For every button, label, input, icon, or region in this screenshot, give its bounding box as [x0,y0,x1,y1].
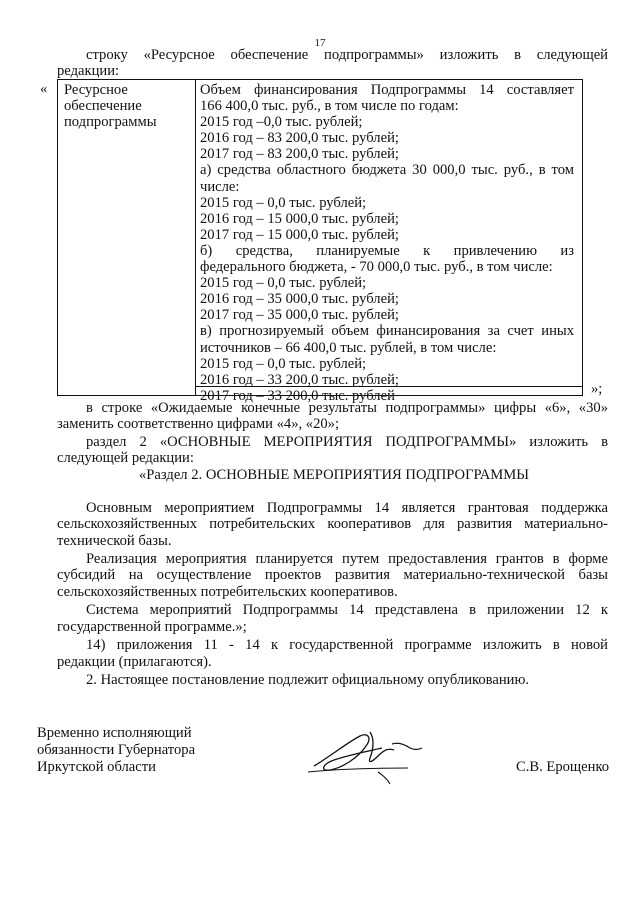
content-line: источников – 66 400,0 тыс. рублей, в том числе: [200,339,497,356]
handwritten-signature [308,728,428,786]
para-6-line-1: 14) приложения 11 - 14 к государственной программе изложить в новой [86,637,608,653]
para-3-line-3: технической базы. [57,533,172,549]
content-line: а) средства областного бюджета 30 000,0 тыс. руб., в том [200,162,574,179]
para-1-line-1: в строке «Ожидаемые конечные результаты подпрограммы» цифры «6», «30» [86,400,608,416]
content-line: 2017 год – 33 200,0 тыс. рублей [200,387,395,404]
para-4-line-1: Реализация мероприятия планируется путем предоставления грантов в форме [86,551,608,567]
signatory-name: С.В. Ерощенко [516,759,610,775]
content-line: числе: [200,178,240,195]
para-3-line-2: сельскохозяйственных потребительских кооперативов для развития материально- [57,516,608,532]
para-4-line-3: сельскохозяйственных потребительских кооперативов. [57,584,398,600]
section-heading: «Раздел 2. ОСНОВНЫЕ МЕРОПРИЯТИЯ ПОДПРОГРАММЫ [139,467,529,483]
para-4-line-2: субсидий на осуществление проектов развития материально-технической базы [57,567,608,583]
para-2-line-2: следующей редакции: [57,450,194,466]
content-line: 2015 год – 0,0 тыс. рублей; [200,355,367,372]
content-line: 2016 год – 83 200,0 тыс. рублей; [200,130,399,147]
content-line: 2015 год – 0,0 тыс. рублей; [200,275,367,292]
para-7: 2. Настоящее постановление подлежит официальному опубликованию. [86,672,530,688]
content-line: 2016 год – 33 200,0 тыс. рублей; [200,371,399,388]
table-label-cell [64,82,157,130]
intro-line-1: строку «Ресурсное обеспечение подпрограммы» изложить в следующей [86,47,608,63]
content-line: 2015 год – 0,0 тыс. рублей; [200,194,367,211]
content-line: 2017 год – 15 000,0 тыс. рублей; [200,226,399,243]
para-5-line-2: государственной программе.»; [57,619,247,635]
content-line: Объем финансирования Подпрограммы 14 составляет [200,82,574,98]
content-line: б) средства, планируемые к привлечению из [200,242,574,259]
content-line: федерального бюджета, - 70 000,0 тыс. руб., в том числе: [200,259,553,276]
content-line: 2016 год – 15 000,0 тыс. рублей; [200,210,399,227]
content-line: 166 400,0 тыс. руб., в том числе по годам: [200,98,459,115]
para-2-line-1: раздел 2 «ОСНОВНЫЕ МЕРОПРИЯТИЯ ПОДПРОГРАММЫ» изложить в [86,434,608,450]
label-line: обеспечение [64,98,142,114]
content-line: в) прогнозируемый объем финансирования за счет иных [200,323,574,340]
content-line: 2017 год – 83 200,0 тыс. рублей; [200,146,399,163]
para-5-line-1: Система мероприятий Подпрограммы 14 представлена в приложении 12 к [86,602,608,618]
table-content-cell [200,82,574,404]
content-line: 2015 год –0,0 тыс. рублей; [200,114,363,131]
para-1-line-2: заменить соответственно цифрами «4», «20»; [57,416,340,432]
page-number: 17 [314,37,326,49]
label-line: подпрограммы [64,114,157,130]
para-6-line-2: редакции (прилагаются). [57,654,212,670]
signoff-title-line-2: обязанности Губернатора [37,742,196,758]
intro-line-2: редакции: [57,63,120,79]
resource-table [57,79,583,404]
signoff-title-line-3: Иркутской области [37,759,156,775]
label-line: Ресурсное [64,82,128,98]
quote-close: »; [591,381,603,397]
quote-open: « [40,81,48,97]
para-3-line-1: Основным мероприятием Подпрограммы 14 является грантовая поддержка [86,500,608,516]
content-line: 2017 год – 35 000,0 тыс. рублей; [200,307,399,324]
signoff-title-line-1: Временно исполняющий [37,725,192,741]
content-line: 2016 год – 35 000,0 тыс. рублей; [200,291,399,308]
